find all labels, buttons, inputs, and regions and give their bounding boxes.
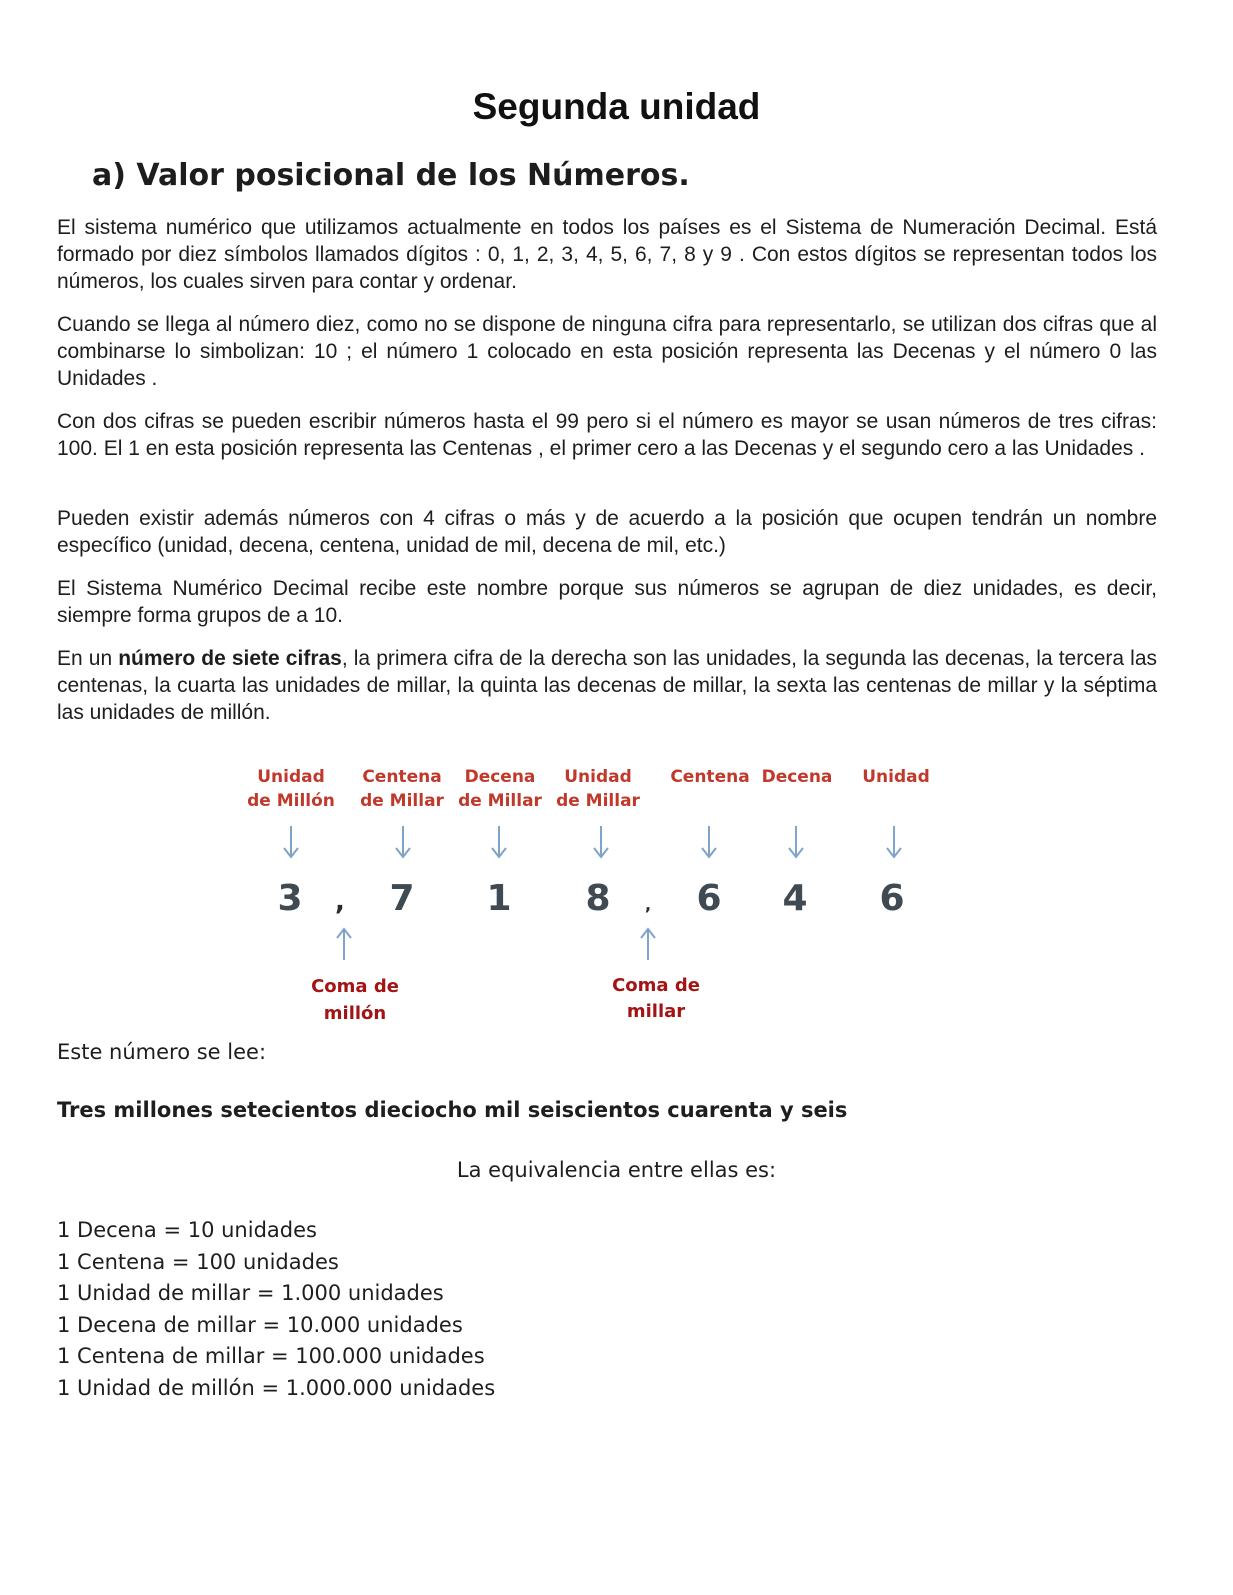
paragraph-seven-digits [57, 645, 1157, 726]
down-arrow-icon [492, 826, 506, 857]
list-item: 1 Centena = 100 unidades [57, 1249, 339, 1274]
digit-unidad-millar: 8 [585, 878, 611, 919]
label-decena-millar-2: de Millar [458, 791, 542, 811]
label-centena-millar-1: Centena [362, 767, 442, 787]
equivalence-list [57, 1215, 495, 1405]
down-arrow-icon [284, 826, 298, 857]
list-item: 1 Unidad de millar = 1.000 unidades [57, 1281, 444, 1306]
comma-millon: , [335, 887, 345, 917]
list-item: 1 Decena = 10 unidades [57, 1218, 317, 1242]
number-reading: Tres millones setecientos dieciocho mil seiscientos cuarenta y seis [57, 1098, 848, 1122]
label-unidad-millon-1: Unidad [257, 767, 325, 787]
down-arrow-icon [702, 826, 716, 857]
section-heading: a) Valor posicional de los Números. [92, 158, 690, 193]
label-unidad-millar-1: Unidad [564, 767, 632, 787]
digit-unidad: 6 [879, 878, 905, 919]
label-unidad-millon-2: de Millón [247, 791, 335, 811]
label-centena: Centena [670, 767, 750, 787]
digit-centena-millar: 7 [389, 878, 415, 919]
digit-decena-millar: 1 [486, 878, 512, 919]
comma-millar: , [644, 895, 652, 914]
up-arrow-icon [337, 929, 351, 960]
equivalence-title: La equivalencia entre ellas es: [456, 1158, 777, 1182]
reads-label: Este número se lee: [57, 1040, 267, 1064]
coma-millon-label-1: Coma de [311, 976, 399, 997]
page-title: Segunda unidad [472, 86, 761, 127]
paragraph-decimal-system: El sistema numérico que utilizamos actualmente en todos los países es el Sistema de Numeración Decimal. Está formado por diez símbolos llamados dígitos : 0, 1, 2, 3, 4, 5, 6, 7, 8 y 9 . Con estos dígitos se representan todos los números, los cuales sirven para contar y ordenar. [57, 216, 1157, 293]
label-unidad-millar-2: de Millar [556, 791, 640, 811]
list-item: 1 Unidad de millón = 1.000.000 unidades [57, 1375, 496, 1400]
label-decena: Decena [761, 767, 833, 787]
digit-unidad-millon: 3 [277, 878, 303, 919]
digit-centena: 6 [696, 878, 722, 919]
down-arrow-icon [887, 826, 901, 857]
coma-millar-label-2: millar [626, 1001, 686, 1022]
down-arrow-icon [594, 826, 608, 857]
paragraph-more-digits: Pueden existir además números con 4 cifras o más y de acuerdo a la posición que ocupen tendrán un nombre específico (unidad, decena, centena, unidad de mil, decena de mil, etc.) [57, 507, 1157, 557]
paragraph-tens: Cuando se llega al número diez, como no se dispone de ninguna cifra para representarlo, se utilizan dos cifras que al combinarse lo simbolizan: 10 ; el número 1 colocado en esta posición representa las Decenas y el número 0 las Unidades . [57, 313, 1157, 390]
paragraph-hundreds: Con dos cifras se pueden escribir números hasta el 99 pero si el número es mayor se usan números de tres cifras: 100. El 1 en esta posición representa las Centenas , el primer cero a las Decenas y el segundo cero a las Unidades . [57, 410, 1157, 460]
down-arrow-icon [396, 826, 410, 857]
label-unidad: Unidad [862, 767, 930, 787]
p6-pre: En un [57, 647, 119, 670]
p6-bold: número de siete cifras [118, 647, 342, 670]
coma-millar-label-1: Coma de [612, 975, 700, 996]
digit-decena: 4 [782, 878, 808, 919]
list-item: 1 Decena de millar = 10.000 unidades [57, 1312, 463, 1337]
up-arrow-icon [641, 929, 655, 960]
down-arrow-icon [789, 826, 803, 857]
paragraph-grouping: El Sistema Numérico Decimal recibe este nombre porque sus números se agrupan de diez unidades, es decir, siempre forma grupos de a 10. [57, 577, 1157, 627]
coma-millon-label-2: millón [323, 1003, 387, 1024]
label-centena-millar-2: de Millar [360, 791, 444, 811]
label-decena-millar-1: Decena [464, 767, 536, 787]
p6-post: , la primera cifra de la derecha son las unidades, la segunda las decenas, la tercera las centenas, la cuarta las unidades de millar, la quinta las decenas de millar, la sexta las centenas de millar y la séptima las unidades de millón. [57, 647, 1158, 724]
list-item: 1 Centena de millar = 100.000 unidades [57, 1344, 485, 1369]
